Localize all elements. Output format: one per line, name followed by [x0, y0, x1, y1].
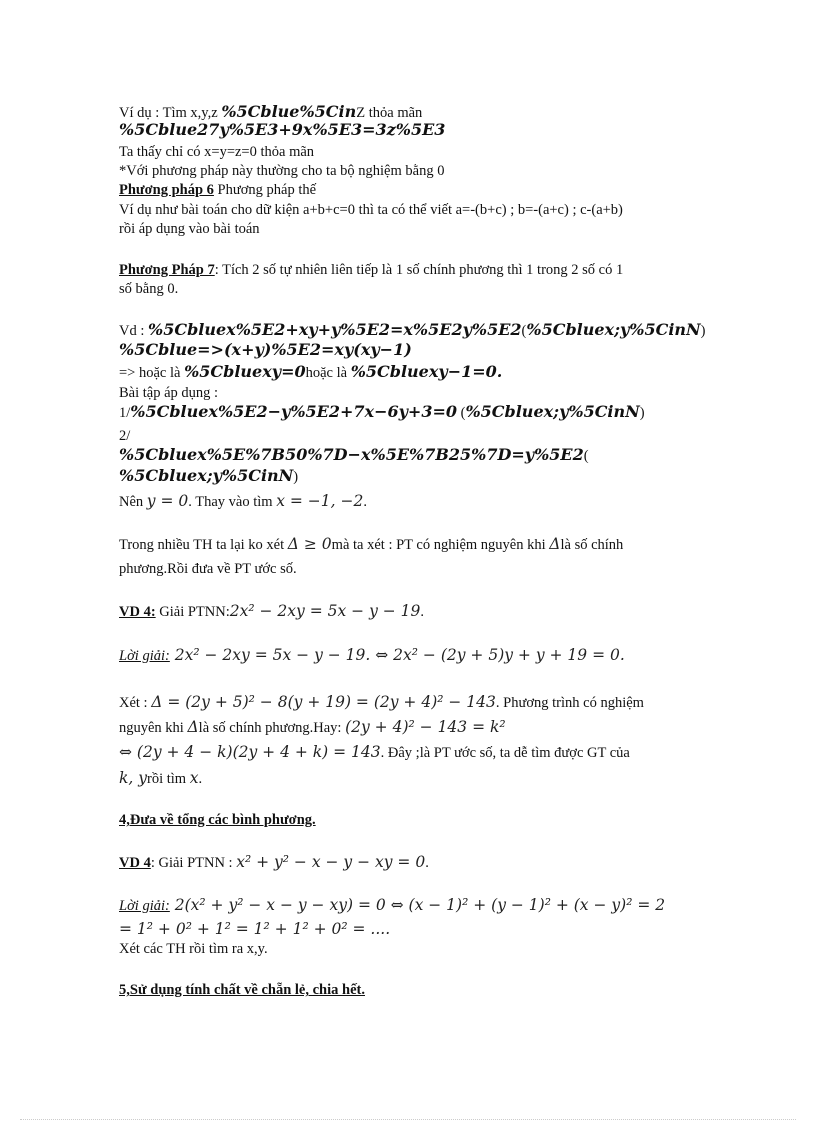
exercise-2-label: 2/	[119, 428, 131, 444]
text: . Phương trình có nghiệm	[495, 695, 644, 711]
formula: Δ = (2y + 5)² − 8(y + 19) = (2y + 4)² − 143	[151, 693, 496, 711]
text-line	[119, 718, 506, 737]
heading-label: Phương Pháp 7	[119, 262, 215, 278]
text: : Tích 2 số tự nhiên liên tiếp là 1 số chính phương thì 1 trong 2 số có 1	[214, 262, 624, 278]
formula: %5Cbluex%5E2−y%5E2+7x−6y+3=0	[130, 402, 457, 421]
text: rồi tìm	[147, 771, 190, 787]
text: Ví dụ : Tìm x,y,z	[119, 105, 222, 121]
vd4-line	[119, 602, 424, 621]
formula: %5Cbluex%5E%7B50%7D−x%5E%7B25%7D=y%5E2	[119, 445, 584, 464]
text: : Giải PTNN :	[150, 855, 237, 871]
vd-label: VD 4	[119, 855, 151, 871]
formula: Δ	[549, 535, 561, 553]
text: Z thỏa mãn	[356, 105, 423, 121]
formula: k, y	[119, 769, 148, 787]
formula: %5Cblue27y%5E3+9x%5E3=3z%5E3	[119, 120, 446, 139]
formula-line	[119, 920, 390, 939]
text: .	[420, 604, 425, 620]
text: (	[521, 323, 527, 339]
example-vd-line	[119, 320, 706, 340]
method-7-heading	[119, 262, 623, 279]
formula: = 1² + 0² + 1² = 1² + 1² + 0² = ....	[119, 920, 391, 938]
text-line: số bằng 0.	[119, 281, 179, 297]
text: . Đây ;là PT ước số, ta dễ tìm được GT của	[380, 745, 630, 761]
example-line-1	[119, 102, 422, 122]
text-line: rồi áp dụng vào bài toán	[119, 221, 260, 237]
formula: x = −1, −2	[276, 492, 364, 510]
example-equation	[119, 120, 445, 140]
text-line	[119, 769, 202, 788]
text: Nên	[119, 494, 147, 510]
exercise-1	[119, 402, 645, 422]
formula: y = 0	[146, 492, 189, 510]
text: .	[198, 771, 203, 787]
text: Phương pháp thế	[213, 182, 317, 198]
formula: %5Cbluexy=0	[184, 362, 306, 381]
text-line	[119, 743, 630, 762]
heading-label: Phương pháp 6	[119, 182, 214, 198]
formula: 2(x² + y² − x − y − xy) = 0 ⇔ (x − 1)² + (y − 1)² + (x − y)² = 2	[169, 896, 666, 914]
formula: %5Cbluex;y%5CinN	[465, 402, 640, 421]
formula: x² + y² − x − y − xy = 0	[236, 853, 426, 871]
text: .	[425, 855, 429, 871]
text: Giải PTNN:	[155, 604, 230, 620]
text-line: Xét các TH rồi tìm ra x,y.	[119, 941, 268, 957]
formula: 2x² − 2xy = 5x − y − 19	[229, 602, 421, 620]
text-line: phương.Rồi đưa về PT ước số.	[119, 561, 297, 577]
text: hoặc là	[305, 365, 351, 381]
formula: %5Cblue=>(x+y)%5E2=xy(xy−1)	[119, 340, 412, 359]
solution-label: Lời giải:	[119, 898, 170, 914]
text: nguyên khi	[119, 720, 188, 736]
text-line: Ta thấy chỉ có x=y=z=0 thỏa mãn	[119, 144, 315, 160]
text: Xét :	[119, 695, 152, 711]
text: (	[457, 405, 466, 421]
text: 1/	[119, 405, 131, 421]
vd-label: VD 4:	[119, 604, 156, 620]
text: => hoặc là	[119, 365, 185, 381]
exercise-heading: Bài tập áp dụng :	[119, 385, 219, 401]
formula: x	[189, 769, 199, 787]
text: . Thay vào tìm	[188, 494, 277, 510]
formula: Δ ≥ 0	[287, 535, 332, 553]
formula: %5Cbluexy−1=0.	[350, 362, 503, 381]
text-line: *Với phương pháp này thường cho ta bộ nghiệm bằng 0	[119, 163, 445, 179]
exercise-2	[119, 445, 589, 465]
text-line	[119, 535, 623, 554]
text: )	[700, 323, 706, 339]
section-5-heading: 5,Sử dụng tính chất về chẵn lẻ, chia hết.	[119, 982, 365, 998]
formula-line	[119, 340, 412, 360]
text: Vd :	[119, 323, 148, 339]
formula: (2y + 4)² − 143 = k²	[345, 718, 506, 736]
section-4-heading: 4,Đưa về tổng các bình phương.	[119, 812, 316, 828]
text-line: Ví dụ như bài toán cho dữ kiện a+b+c=0 thì ta có thể viết a=-(b+c) ; b=-(a+c) ; c-(a+b)	[119, 202, 623, 218]
text: )	[639, 405, 645, 421]
text: .	[363, 494, 367, 510]
text-line	[119, 693, 644, 712]
solution-line	[119, 646, 625, 665]
vd4-line	[119, 853, 429, 872]
formula: 2x² − 2xy = 5x − y − 19. ⇔ 2x² − (2y + 5)y + y + 19 = 0.	[169, 646, 625, 664]
formula: %5Cbluex;y%5CinN	[526, 320, 701, 339]
text: (	[583, 448, 589, 464]
text: mà ta xét : PT có nghiệm nguyên khi	[331, 537, 550, 553]
solution-label: Lời giải:	[119, 648, 170, 664]
text: là số chính phương.Hay:	[198, 720, 346, 736]
text-line	[119, 362, 502, 382]
text: là số chính	[560, 537, 624, 553]
formula: %5Cbluex;y%5CinN	[119, 466, 294, 485]
text-line	[119, 492, 367, 511]
formula: Δ	[187, 718, 199, 736]
method-6-heading	[119, 182, 316, 199]
exercise-2-domain	[119, 466, 298, 486]
solution-line	[119, 896, 665, 915]
formula: ⇔ (2y + 4 − k)(2y + 4 + k) = 143	[119, 743, 381, 761]
formula: %5Cblue%5Cin	[221, 102, 357, 121]
text: )	[293, 469, 299, 485]
text: Trong nhiều TH ta lại ko xét	[119, 537, 288, 553]
footer-divider	[20, 1119, 796, 1120]
formula: %5Cbluex%5E2+xy+y%5E2=x%5E2y%5E2	[148, 320, 522, 339]
